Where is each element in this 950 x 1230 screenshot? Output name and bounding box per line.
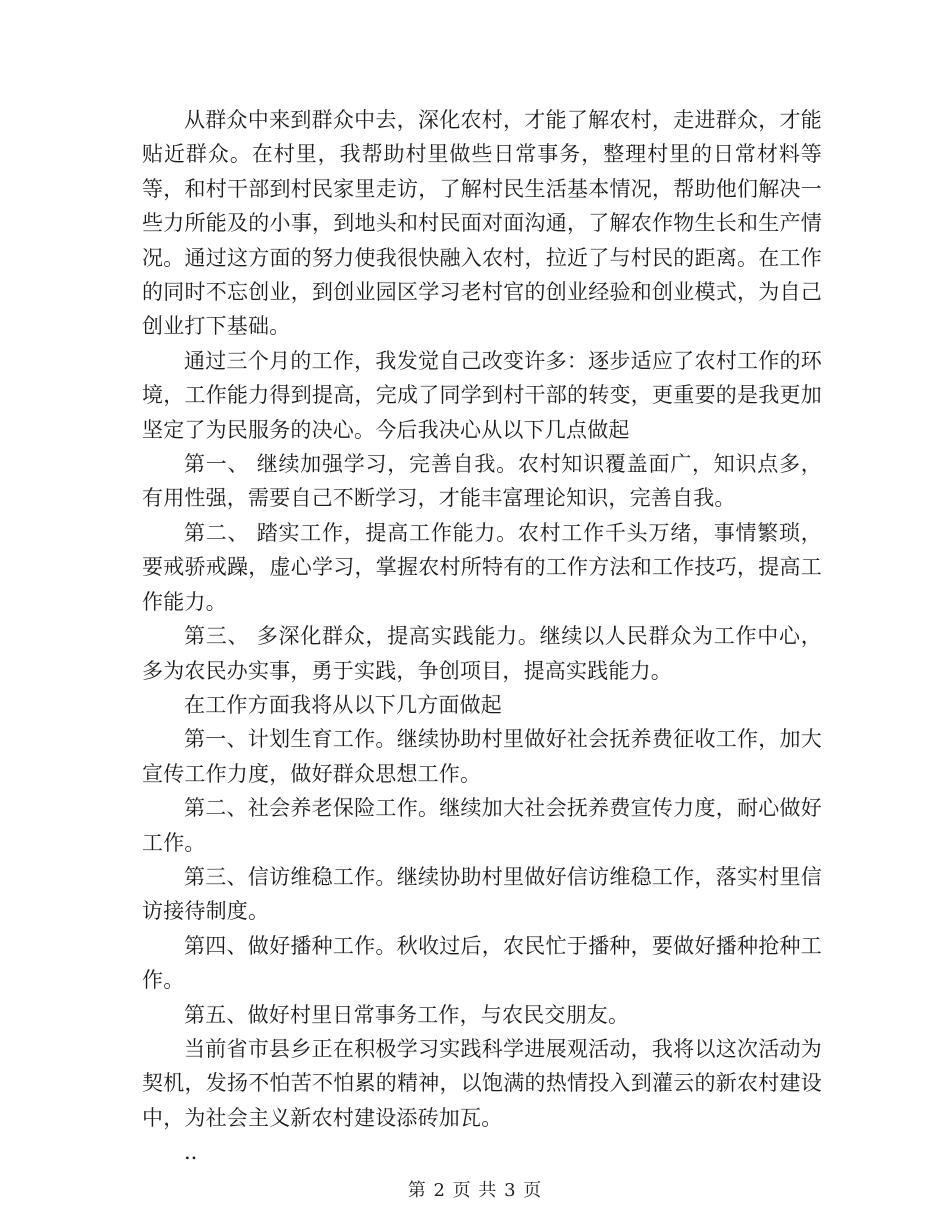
paragraph: 第二、社会养老保险工作。继续加大社会抚养费宣传力度，耐心做好工作。 (142, 796, 822, 855)
paragraph: 第四、做好播种工作。秋收过后，农民忙于播种，要做好播种抢种工作。 (142, 933, 822, 993)
paragraph: 当前省市县乡正在积极学习实践科学进展观活动，我将以这次活动为契机，发扬不怕苦不怕累的精神，以饱满的热情投入到灌云的新农村建设中，为社会主义新农村建设添砖加瓦。 (142, 1036, 822, 1130)
trailing-dots: .. (184, 1140, 198, 1165)
paragraph: 通过三个月的工作，我发觉自己改变许多：逐步适应了农村工作的环境，工作能力得到提高，完成了同学到村干部的转变，更重要的是我更加坚定了为民服务的决心。今后我决心从以下几点做起 (142, 348, 822, 442)
footer-total-label: 共 (478, 1180, 498, 1201)
footer-total-unit: 页 (523, 1180, 543, 1201)
paragraph: 第一、 继续加强学习，完善自我。农村知识覆盖面广，知识点多，有用性强，需要自己不断学习，才能丰富理论知识，完善自我。 (142, 452, 822, 511)
paragraph: 第二、 踏实工作，提高工作能力。农村工作千头万绪，事情繁琐，要戒骄戒躁，虚心学习，掌握农村所特有的工作方法和工作技巧，提高工作能力。 (142, 520, 822, 614)
footer-page-unit: 页 (452, 1180, 472, 1201)
document-body (142, 103, 822, 1170)
paragraph: 在工作方面我将从以下几方面做起 (184, 692, 502, 717)
paragraph: 从群众中来到群众中去，深化农村，才能了解农村，走进群众，才能贴近群众。在村里，我帮助村里做些日常事务，整理村里的日常材料等等，和村干部到村民家里走访，了解村民生活基本情况，帮助他们解决一些力所能及的小事，到地头和村民面对面沟通，了解农作物生长和生产情况。通过这方面的努力使我很快融入农村，拉近了与村民的距离。在工作的同时不忘创业，到创业园区学习老村官的创业经验和创业模式，为自己创业打下基础。 (142, 108, 822, 339)
footer-total-pages: 3 (504, 1180, 517, 1201)
paragraph: 第一、计划生育工作。继续协助村里做好社会抚养费征收工作，加大宣传工作力度，做好群众思想工作。 (142, 727, 822, 786)
paragraph: 第三、信访维稳工作。继续协助村里做好信访维稳工作，落实村里信访接待制度。 (142, 864, 822, 924)
page-footer (0, 1176, 950, 1202)
footer-current-page: 2 (433, 1180, 446, 1201)
footer-page-label: 第 (407, 1180, 427, 1201)
paragraph: 第五、做好村里日常事务工作，与农民交朋友。 (184, 1002, 630, 1027)
paragraph: 第三、 多深化群众，提高实践能力。继续以人民群众为工作中心，多为农民办实事，勇于实践，争创项目，提高实践能力。 (142, 624, 822, 683)
